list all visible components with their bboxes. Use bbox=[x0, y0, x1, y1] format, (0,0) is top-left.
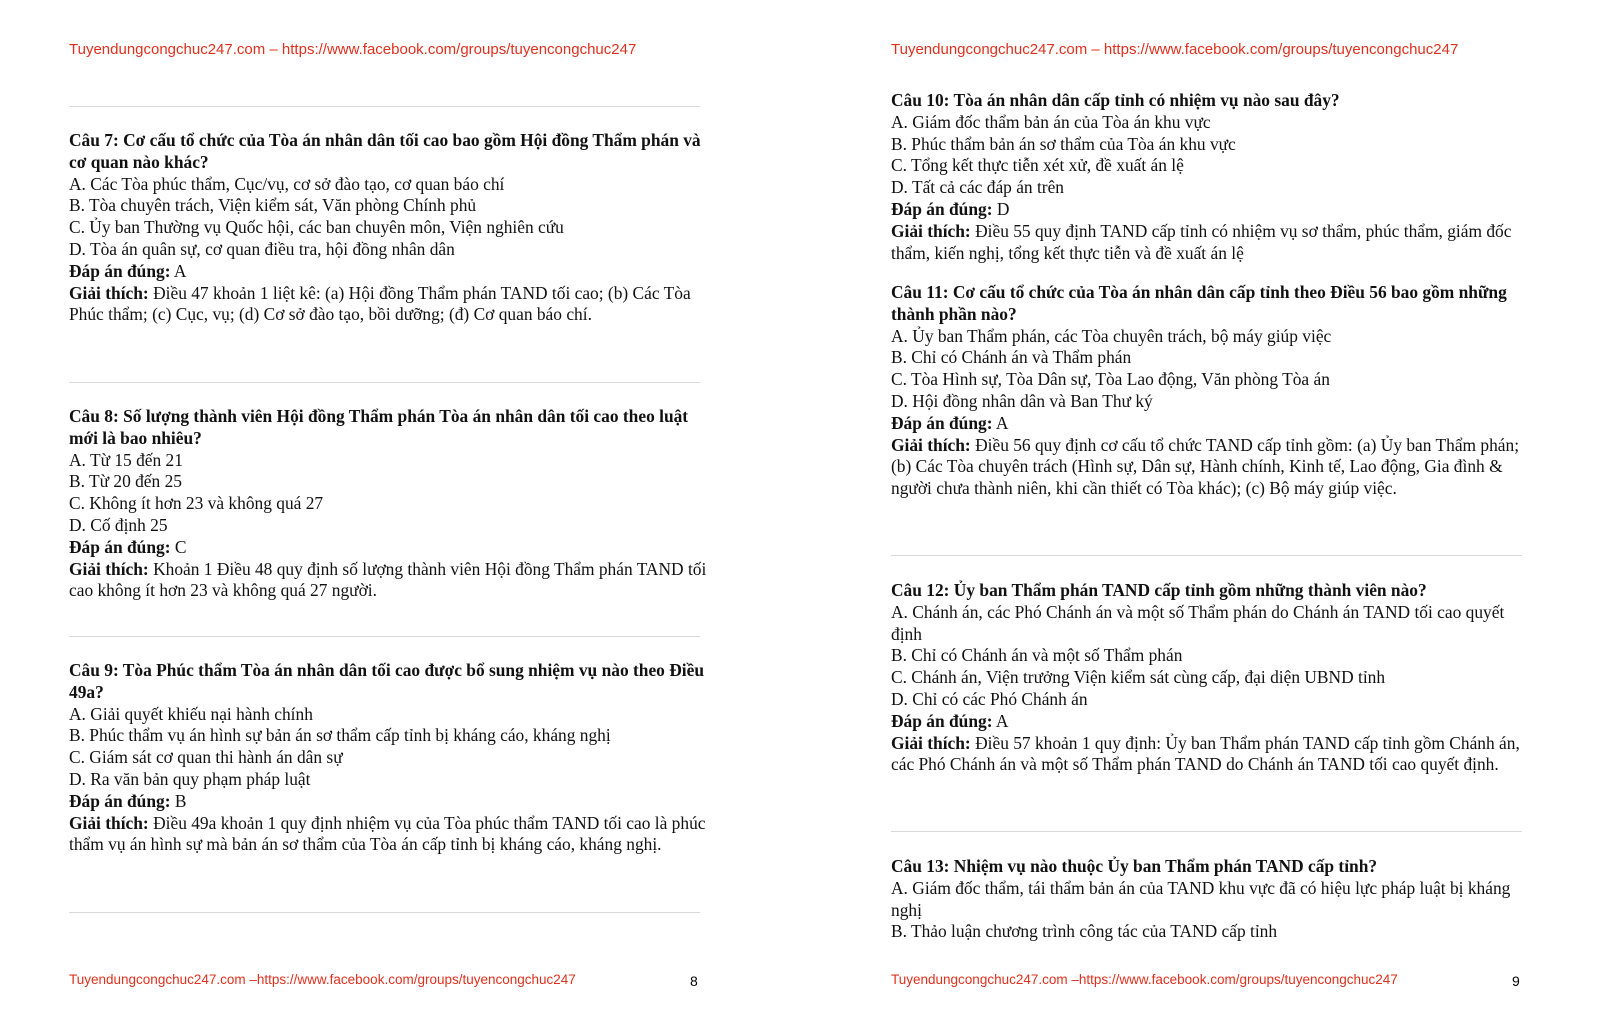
divider bbox=[891, 555, 1522, 556]
explanation-text: Điều 56 quy định cơ cấu tổ chức TAND cấp tỉnh gồm: (a) Ủy ban Thẩm phán; (b) Các Tòa chuyên trách (Hình sự, Dân sự, Hành chính, Kinh tế, Lao động, Gia đình & người chưa thành niên, khi cần thiết có Tòa khác); (c) Bộ máy giúp việc. bbox=[891, 434, 1520, 499]
question-11 bbox=[891, 282, 1531, 500]
answer-value: A bbox=[995, 710, 1009, 731]
explanation-line bbox=[891, 435, 1531, 500]
option-b: B. Phúc thẩm vụ án hình sự bản án sơ thẩm cấp tỉnh bị kháng cáo, kháng nghị bbox=[69, 725, 611, 746]
option-b: B. Chỉ có Chánh án và Thẩm phán bbox=[891, 347, 1132, 368]
answer-value: D bbox=[996, 198, 1010, 219]
question-title: Câu 11: Cơ cấu tổ chức của Tòa án nhân dân cấp tỉnh theo Điều 56 bao gồm những thành phần nào? bbox=[891, 282, 1507, 324]
option-a: A. Giám đốc thẩm bản án của Tòa án khu vực bbox=[891, 111, 1211, 132]
option-c: C. Ủy ban Thường vụ Quốc hội, các ban chuyên môn, Viện nghiên cứu bbox=[69, 217, 564, 238]
option-d: D. Hội đồng nhân dân và Ban Thư ký bbox=[891, 390, 1153, 411]
question-8 bbox=[69, 406, 709, 602]
explanation-text: Điều 47 khoản 1 liệt kê: (a) Hội đồng Thẩm phán TAND tối cao; (b) Các Tòa Phúc thẩm; (c) Cục, vụ; (d) Cơ sở đào tạo, bồi dưỡng; (đ) Cơ quan báo chí. bbox=[69, 282, 691, 325]
question-title: Câu 12: Ủy ban Thẩm phán TAND cấp tỉnh gồm những thành viên nào? bbox=[891, 580, 1427, 600]
option-d: D. Ra văn bản quy phạm pháp luật bbox=[69, 768, 311, 789]
answer-line bbox=[69, 537, 709, 559]
answer-label: Đáp án đúng: bbox=[69, 790, 171, 811]
question-title: Câu 13: Nhiệm vụ nào thuộc Ủy ban Thẩm phán TAND cấp tỉnh? bbox=[891, 856, 1378, 876]
answer-label: Đáp án đúng: bbox=[69, 260, 171, 281]
answer-label: Đáp án đúng: bbox=[69, 536, 171, 557]
option-d: D. Chỉ có các Phó Chánh án bbox=[891, 688, 1088, 709]
explanation-label: Giải thích: bbox=[69, 558, 149, 579]
explanation-text: Điều 49a khoản 1 quy định nhiệm vụ của Tòa phúc thẩm TAND tối cao là phúc thẩm vụ án hình sự mà bản án sơ thẩm của Tòa án cấp tỉnh bị kháng cáo, kháng nghị. bbox=[69, 812, 706, 855]
option-c: C. Không ít hơn 23 và không quá 27 bbox=[69, 493, 324, 514]
answer-value: A bbox=[995, 412, 1009, 433]
page-8 bbox=[0, 0, 790, 1035]
divider bbox=[69, 106, 700, 107]
explanation-line bbox=[891, 733, 1531, 777]
option-b: B. Từ 20 đến 25 bbox=[69, 471, 182, 492]
question-title: Câu 8: Số lượng thành viên Hội đồng Thẩm phán Tòa án nhân dân tối cao theo luật mới là bao nhiêu? bbox=[69, 406, 689, 448]
question-title: Câu 7: Cơ cấu tổ chức của Tòa án nhân dân tối cao bao gồm Hội đồng Thẩm phán và cơ quan nào khác? bbox=[69, 130, 701, 172]
question-9 bbox=[69, 660, 709, 856]
option-a: A. Chánh án, các Phó Chánh án và một số Thẩm phán do Chánh án TAND tối cao quyết định bbox=[891, 601, 1505, 644]
explanation-text: Điều 55 quy định TAND cấp tỉnh có nhiệm vụ sơ thẩm, phúc thẩm, giám đốc thẩm, kiến nghị, tổng kết thực tiễn và đề xuất án lệ bbox=[891, 220, 1512, 263]
page-footer: Tuyendungcongchuc247.com –https://www.facebook.com/groups/tuyencongchuc247 bbox=[69, 972, 576, 987]
page-number: 8 bbox=[690, 973, 698, 989]
answer-value: B bbox=[174, 790, 187, 811]
explanation-label: Giải thích: bbox=[891, 220, 971, 241]
option-c: C. Chánh án, Viện trưởng Viện kiểm sát cùng cấp, đại diện UBND tỉnh bbox=[891, 667, 1386, 688]
option-b: B. Phúc thẩm bản án sơ thẩm của Tòa án khu vực bbox=[891, 133, 1236, 154]
question-12 bbox=[891, 580, 1531, 776]
explanation-label: Giải thích: bbox=[69, 282, 149, 303]
divider bbox=[891, 831, 1522, 832]
answer-line bbox=[69, 261, 709, 283]
option-a: A. Giám đốc thẩm, tái thẩm bản án của TAND khu vực đã có hiệu lực pháp luật bị kháng nghị bbox=[891, 877, 1511, 920]
option-b: B. Thảo luận chương trình công tác của TAND cấp tỉnh bbox=[891, 921, 1278, 942]
option-d: D. Tất cả các đáp án trên bbox=[891, 177, 1065, 198]
answer-label: Đáp án đúng: bbox=[891, 412, 993, 433]
divider bbox=[69, 636, 700, 637]
explanation-text: Điều 57 khoản 1 quy định: Ủy ban Thẩm phán TAND cấp tỉnh gồm Chánh án, các Phó Chánh án và một số Thẩm phán TAND do Chánh án TAND tối cao quyết định. bbox=[891, 732, 1520, 775]
answer-line bbox=[891, 199, 1531, 221]
option-b: B. Tòa chuyên trách, Viện kiểm sát, Văn phòng Chính phủ bbox=[69, 195, 477, 216]
answer-line bbox=[891, 413, 1531, 435]
option-c: C. Tổng kết thực tiễn xét xử, đề xuất án lệ bbox=[891, 155, 1184, 176]
divider bbox=[69, 912, 700, 913]
option-a: A. Từ 15 đến 21 bbox=[69, 449, 183, 470]
explanation-line bbox=[69, 559, 709, 603]
explanation-text: Khoản 1 Điều 48 quy định số lượng thành viên Hội đồng Thẩm phán TAND tối cao không ít hơn 23 và không quá 27 người. bbox=[69, 558, 707, 601]
option-d: D. Cố định 25 bbox=[69, 514, 168, 535]
page-9 bbox=[830, 0, 1600, 1035]
explanation-label: Giải thích: bbox=[69, 812, 149, 833]
page-header: Tuyendungcongchuc247.com – https://www.facebook.com/groups/tuyencongchuc247 bbox=[69, 41, 637, 58]
answer-label: Đáp án đúng: bbox=[891, 198, 993, 219]
option-d: D. Tòa án quân sự, cơ quan điều tra, hội đồng nhân dân bbox=[69, 238, 455, 259]
question-7 bbox=[69, 130, 709, 326]
answer-line bbox=[69, 791, 709, 813]
option-c: C. Tòa Hình sự, Tòa Dân sự, Tòa Lao động, Văn phòng Tòa án bbox=[891, 369, 1330, 390]
explanation-label: Giải thích: bbox=[891, 732, 971, 753]
answer-label: Đáp án đúng: bbox=[891, 710, 993, 731]
page-footer: Tuyendungcongchuc247.com –https://www.facebook.com/groups/tuyencongchuc247 bbox=[891, 972, 1398, 987]
explanation-line bbox=[891, 221, 1531, 265]
answer-value: C bbox=[174, 536, 187, 557]
explanation-line bbox=[69, 283, 709, 327]
explanation-line bbox=[69, 813, 709, 857]
explanation-label: Giải thích: bbox=[891, 434, 971, 455]
question-title: Câu 9: Tòa Phúc thẩm Tòa án nhân dân tối cao được bổ sung nhiệm vụ nào theo Điều 49a? bbox=[69, 660, 704, 702]
option-b: B. Chỉ có Chánh án và một số Thẩm phán bbox=[891, 645, 1183, 666]
divider bbox=[69, 382, 700, 383]
option-a: A. Giải quyết khiếu nại hành chính bbox=[69, 703, 313, 724]
option-c: C. Giám sát cơ quan thi hành án dân sự bbox=[69, 747, 343, 768]
question-13 bbox=[891, 856, 1531, 943]
option-a: A. Các Tòa phúc thẩm, Cục/vụ, cơ sở đào tạo, cơ quan báo chí bbox=[69, 173, 505, 194]
answer-value: A bbox=[173, 260, 187, 281]
page-number: 9 bbox=[1512, 973, 1520, 989]
question-10 bbox=[891, 90, 1531, 264]
question-title: Câu 10: Tòa án nhân dân cấp tỉnh có nhiệm vụ nào sau đây? bbox=[891, 90, 1340, 110]
option-a: A. Ủy ban Thẩm phán, các Tòa chuyên trách, bộ máy giúp việc bbox=[891, 325, 1332, 346]
answer-line bbox=[891, 711, 1531, 733]
page-header: Tuyendungcongchuc247.com – https://www.facebook.com/groups/tuyencongchuc247 bbox=[891, 41, 1459, 58]
